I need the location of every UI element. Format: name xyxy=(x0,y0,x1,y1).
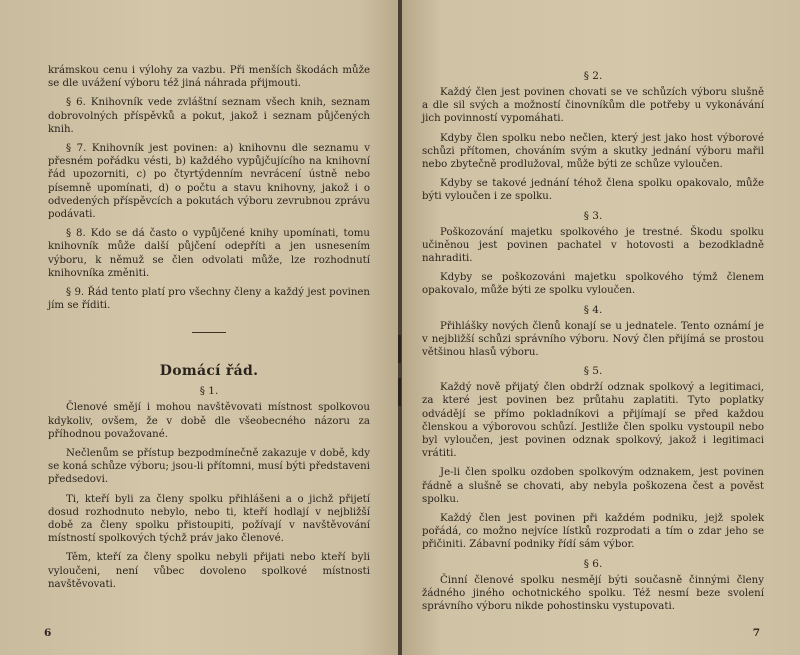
section-title: § 1. xyxy=(199,385,219,398)
paragraph: Členové smějí i mohou navštěvovati místnost spolkovou kdykoliv, ovšem, že v době dle všeobecného názoru za příhodnou považované. xyxy=(48,402,370,440)
section-title: § 2. xyxy=(583,70,603,82)
binding-stitch xyxy=(398,335,401,363)
paragraph: Je-li člen spolku ozdoben spolkovým odznakem, jest povinen řádně a slušně se chovati, aby nebyla poškozena čest a pověst spolku. xyxy=(422,467,764,505)
paragraph: krámskou cenu i výlohy za vazbu. Při menších škodách může se dle uvážení výboru též jiná náhrada přijmouti. xyxy=(48,65,370,90)
paragraph-sec-8: § 8. Kdo se dá často o vypůjčené knihy upomínati, tomu knihovník může další půjčení odepříti a jen usnesením výboru, k němuž se člen odvolati může, lze rozhodnutí knihovníka změniti. xyxy=(48,228,370,279)
section-title: § 3. xyxy=(583,209,603,222)
paragraph: Kdyby člen spolku nebo nečlen, který jest jako host výborové schůzi přítomen, chováním svým a skutky jednání výboru mařil nebo zbytečně prodlužoval, může býti ze schůze vyloučen. xyxy=(422,132,764,171)
section-title: § 4. xyxy=(583,303,603,316)
right-page xyxy=(402,0,800,655)
paragraph-sec-7: § 7. Knihovník jest povinen: a) knihovnu dle seznamu v přesném pořádku vésti, b) každého vypůjčujícího na knihovní řád upozorniti, c) po čtyrtýdenním nevrácení ústně nebo písemně upomínati, d) o počtu a stavu knihovny, jakož i o odvedených příspěvcích a pokutách výboru zevrubnou zprávu podávati. xyxy=(48,143,370,221)
paragraph-sec-6: § 6. Knihovník vede zvláštní seznam všech knih, seznam dobrovolných příspěvků a pokut, jakož i seznam půjčených knih. xyxy=(48,97,370,135)
paragraph: Poškozování majetku spolkového je trestné. Škodu spolku učiněnou jest povinen pachatel v hotovosti a bezodkladně nahraditi. xyxy=(422,226,764,265)
paragraph: Nečlenům se přístup bezpodmínečně zakazuje v době, kdy se koná schůze výboru; jsou-li přítomni, musí býti představeni předsedovi. xyxy=(48,448,370,486)
page-number: 6 xyxy=(44,627,52,639)
paragraph: Kdyby se poškozováni majetku spolkového týmž členem opakovalo, může býti ze spolku vyloučen. xyxy=(422,272,764,297)
page-number: 7 xyxy=(752,627,760,639)
paragraph: Těm, kteří za členy spolku nebyli přijati nebo kteří byli vyloučeni, není vůbec dovoleno spolkové místnosti navštěvovati. xyxy=(48,552,370,590)
left-page xyxy=(0,0,398,655)
divider xyxy=(192,332,226,333)
paragraph: Každý nově přijatý člen obdrží odznak spolkový a legitimaci, za které jest povinen bez průtahu zaplatiti. Tyto poplatky odvádějí se přímo pokladníkovi a přijímají se před každou členskou a výborovou schůzí. Jestliže člen spolku vystoupil nebo byl vyloučen, jest povinen odznak spolkový, jakož i legitimaci vrátiti. xyxy=(422,382,764,460)
section-title: § 6. xyxy=(583,557,603,570)
section-title: § 5. xyxy=(583,365,603,378)
paragraph: Kdyby se takové jednání téhož člena spolku opakovalo, může býti vyloučen i ze spolku. xyxy=(422,178,764,203)
paragraph: Ti, kteří byli za členy spolku přihlášeni a o jichž přijetí dosud rozhodnuto nebylo, nebo ti, kteří hodlají v nejbližší době za členy spolku přistoupiti, požívají v navštěvování místností spolkových týchž práv jako členové. xyxy=(48,493,370,545)
chapter-heading: Domácí řád. xyxy=(159,363,259,380)
paragraph: Přihlášky nových členů konají se u jednatele. Tento oznámí je v nejbližší schůzi správního výboru. Nový člen přijímá se prostou většinou hlasů výboru. xyxy=(422,320,764,359)
paragraph-sec-9: § 9. Řád tento platí pro všechny členy a každý jest povinen jím se říditi. xyxy=(48,287,370,312)
paragraph: Každý člen jest povinen při každém podniku, jejž spolek pořádá, co možno nejvíce lístků rozprodati a tím o zdar jeho se přičiniti. Zábavní podniky řídí sám výbor. xyxy=(422,513,764,551)
binding-stitch xyxy=(398,378,401,406)
paragraph: Každý člen jest povinen chovati se ve schůzích výboru slušně a dle sil svých a možností činovníkům dle potřeby u vykonávání jich povinností vypomáhati. xyxy=(422,87,764,125)
paragraph: Činní členové spolku nesmějí býti současně činnými členy žádného jiného ochotnického spolku. Též nesmí beze svolení správního výboru nikde pohostinsku vystupovati. xyxy=(422,574,764,613)
